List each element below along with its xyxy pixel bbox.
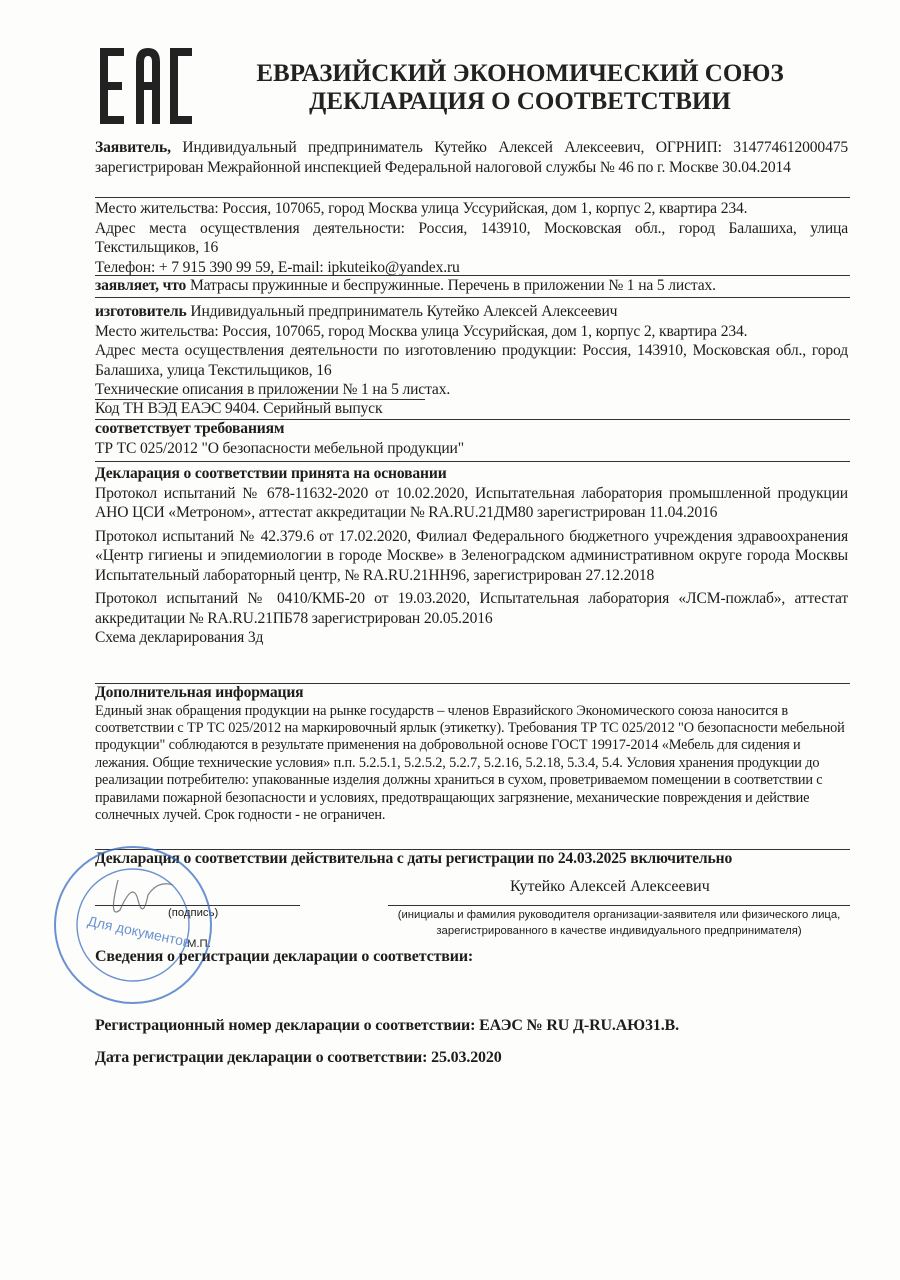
registration-number: Регистрационный номер декларации о соответствии: ЕАЭС № RU Д-RU.АЮ31.В. bbox=[95, 1017, 679, 1034]
manufacturer-text: Индивидуальный предприниматель Кутейко Алексей Алексеевич bbox=[190, 303, 618, 320]
divider bbox=[95, 197, 850, 198]
stamp-text: Для документов bbox=[86, 912, 193, 951]
title-line-2: ДЕКЛАРАЦИЯ О СООТВЕТСТВИИ bbox=[309, 88, 731, 115]
additional-label: Дополнительная информация bbox=[95, 684, 304, 701]
protocol-1: Протокол испытаний № 678-11632-2020 от 10.02.2020, Испытательная лаборатория промышленной продукции АНО ЦСИ «Метроном», аттестат аккредитации № RA.RU.21ДМ80 зарегистрирован 11.04.2016 bbox=[95, 484, 848, 521]
protocol-2: Протокол испытаний № 42.379.6 от 17.02.2020, Филиал Федерального бюджетного учреждения здравоохранения «Центр гигиены и эпидемиологии в городе Москве» в Зеленоградском административном округе города Москвы Испытательный лабораторный центр, № RA.RU.21НН96, зарегистрирован 27.12.2018 bbox=[95, 527, 848, 584]
additional-text: Единый знак обращения продукции на рынке государств – членов Евразийского Экономического союза наносится в соответствии с ТР ТС 025/2012 на маркировочный ярлык (этикетку). Требования ТР ТС 025/2012 "О безопасности мебельной продукции" соблюдаются в результате применения на добровольной основе ГОСТ 19917-2014 «Мебель для сидения и лежания. Общие технические условия» п.п. 5.2.5.1, 5.2.5.2, 5.2.7, 5.2.16, 5.2.18, 5.3.4, 5.4. Условия хранения продукции до реализации потребителю: упакованные изделия должны храниться в сухом, проветриваемом помещении в соответствии с правилами пожарной безопасности и условиях, предотвращающих загрязнение, механические повреждения и действие солнечных лучей. Срок годности - не ограничен. bbox=[95, 702, 845, 823]
applicant-section bbox=[95, 138, 848, 177]
document-title bbox=[230, 60, 810, 116]
signature-caption: (подпись) bbox=[168, 907, 219, 919]
manufacturer-tech-description: Технические описания в приложении № 1 на 5 листах. bbox=[95, 381, 451, 398]
declares-label: заявляет, что bbox=[95, 277, 187, 294]
applicant-text: Индивидуальный предприниматель Кутейко Алексей Алексеевич, ОГРНИП: 314774612000475 зарегистрирован Межрайонной инспекцией Федеральной налоговой службы № 46 по г. Москве 30.04.2014 bbox=[95, 139, 849, 176]
complies-section bbox=[95, 419, 848, 458]
name-line bbox=[388, 905, 850, 906]
additional-section bbox=[95, 683, 848, 824]
applicant-contacts: Телефон: + 7 915 390 99 59, E-mail: ipkuteiko@yandex.ru bbox=[95, 258, 460, 276]
basis-section bbox=[95, 464, 848, 648]
declares-text: Матрасы пружинные и беспружинные. Перечень в приложении № 1 на 5 листах. bbox=[189, 277, 716, 294]
complies-text: ТР ТС 025/2012 "О безопасности мебельной продукции" bbox=[95, 439, 464, 457]
manufacturer-code: Код ТН ВЭД ЕАЭС 9404. Серийный выпуск bbox=[95, 400, 383, 417]
validity-statement: Декларация о соответствии действительна с даты регистрации по 24.03.2025 включительно bbox=[95, 850, 733, 867]
manufacturer-label: изготовитель bbox=[95, 303, 187, 320]
applicant-activity-address: Адрес места осуществления деятельности: Россия, 143910, Московская обл., город Балашиха, улица Текстильщиков, 16 bbox=[95, 219, 848, 256]
declares-section bbox=[95, 276, 848, 296]
manufacturer-production-address: Адрес места осуществления деятельности по изготовлению продукции: Россия, 143910, Московская обл., город Балашиха, улица Текстильщиков, 16 bbox=[95, 342, 848, 379]
manufacturer-residence: Место жительства: Россия, 107065, город Москва улица Уссурийская, дом 1, корпус 2, квартира 234. bbox=[95, 322, 748, 340]
signatory-name: Кутейко Алексей Алексеевич bbox=[510, 878, 710, 895]
applicant-addresses bbox=[95, 199, 848, 277]
company-stamp bbox=[48, 840, 218, 1010]
title-line-1: ЕВРАЗИЙСКИЙ ЭКОНОМИЧЕСКИЙ СОЮЗ bbox=[256, 60, 784, 87]
applicant-residence: Место жительства: Россия, 107065, город Москва улица Уссурийская, дом 1, корпус 2, квартира 234. bbox=[95, 200, 748, 217]
handwritten-signature bbox=[113, 880, 173, 912]
declaration-scheme: Схема декларирования 3д bbox=[95, 629, 264, 646]
manufacturer-section bbox=[95, 302, 848, 400]
registration-heading: Сведения о регистрации декларации о соответствии: bbox=[95, 948, 474, 965]
divider bbox=[95, 461, 850, 462]
basis-label: Декларация о соответствии принята на основании bbox=[95, 465, 447, 482]
registration-date: Дата регистрации декларации о соответствии: 25.03.2020 bbox=[95, 1049, 502, 1066]
complies-label: соответствует требованиям bbox=[95, 420, 285, 437]
protocol-3: Протокол испытаний № 0410/КМБ-20 от 19.03.2020, Испытательная лаборатория «ЛСМ-пожлаб», аттестат аккредитации № RA.RU.21ПБ78 зарегистрирован 20.05.2016 bbox=[95, 590, 848, 627]
seal-caption: М.П. bbox=[187, 938, 211, 950]
applicant-label: Заявитель, bbox=[95, 139, 171, 156]
eac-logo bbox=[100, 48, 192, 124]
name-caption: (инициалы и фамилия руководителя организации-заявителя или физического лица, зарегистрированного в качестве индивидуального предпринимателя) bbox=[397, 909, 841, 937]
divider bbox=[95, 297, 850, 298]
